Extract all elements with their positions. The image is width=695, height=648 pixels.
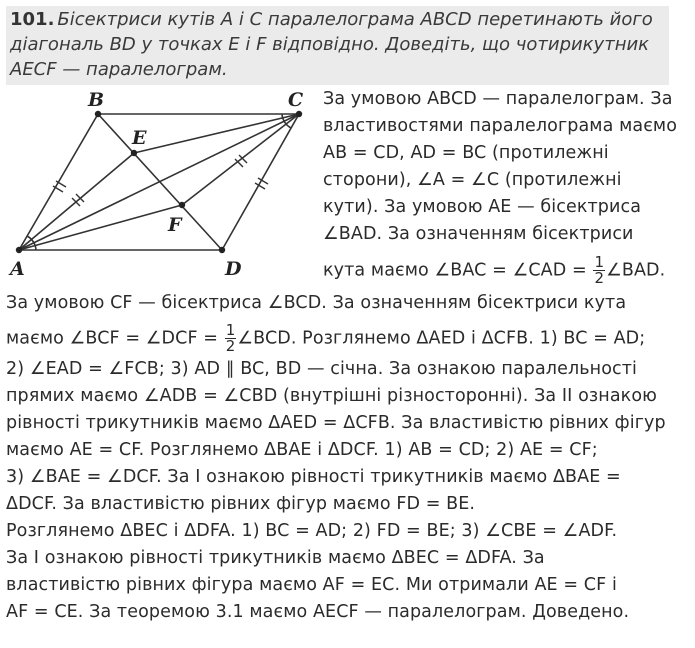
solution-line: За умовою CF — бісектриса ∠BCD. За означенням бісектриси кута: [6, 293, 627, 313]
solution-text: кута маємо ∠BAC = ∠CAD =: [323, 260, 587, 281]
solution-line: За умовою ABCD — паралелограм. За: [323, 89, 673, 109]
label-e: E: [132, 127, 147, 149]
label-b: B: [88, 89, 105, 111]
label-d: D: [225, 258, 242, 280]
point-d: [219, 247, 225, 253]
label-a: A: [10, 258, 25, 280]
task-statement: [6, 6, 669, 85]
solution-line: сторони), ∠A = ∠C (протилежні: [323, 170, 622, 190]
solution-line: ΔDCF. За властивістю рівних фігур маємо FD = BE.: [6, 494, 476, 514]
solution-line: За I ознакою рівності трикутників маємо ΔBEC = ΔDFA. За: [6, 548, 545, 568]
parallelogram-figure: [6, 86, 318, 282]
task-text: Бісектриси кутів A і C паралелограма ABCD перетинають його діагональ BD у точках E і F відповідно. Доведіть, що чотирикутник AECF — паралелограм.: [10, 9, 653, 80]
solution-line: властивістю рівних фігура маємо AF = EC. Ми отримали AE = CF і: [6, 575, 617, 595]
solution-text: ∠BAD.: [606, 260, 666, 281]
solution-line: 2) ∠EAD = ∠FCB; 3) AD ∥ BC, BD — січна. За ознакою паралельності: [6, 359, 637, 379]
solution-full-width: [6, 290, 691, 626]
point-a: [16, 247, 22, 253]
solution-line: AF = CE. За теоремою 3.1 маємо AECF — паралелограм. Доведено.: [6, 602, 630, 622]
solution-line: рівності трикутників маємо ΔAED = ΔCFB. За властивістю рівних фігур: [6, 413, 666, 433]
task-number: 101.: [10, 9, 55, 30]
fraction-one-half: [593, 255, 605, 286]
solution-line: маємо AE = CF. Розглянемо ΔBAE і ΔDCF. 1) AB = CD; 2) AE = CF;: [6, 440, 598, 460]
solution-line: кути). За умовою AE — бісектриса: [323, 197, 642, 217]
label-f: F: [168, 214, 182, 236]
diagonal-ac: [19, 114, 299, 250]
solution-line: прямих маємо ∠ADB = ∠CBD (внутрішні різносторонні). За II ознакою: [6, 386, 657, 406]
fraction-one-half: [225, 323, 237, 354]
point-e: [131, 150, 137, 156]
fraction-numerator: 1: [225, 321, 236, 339]
solution-line: AB = CD, AD = BC (протилежні: [323, 143, 609, 163]
point-f: [179, 202, 185, 208]
solution-line: ∠BAD. За означенням бісектриси: [323, 224, 634, 244]
fraction-denominator: 2: [225, 337, 236, 355]
point-b: [95, 111, 101, 117]
solution-text: ∠BCD. Розглянемо ΔAED і ΔCFB. 1) BC = AD;: [237, 328, 646, 349]
label-c: C: [288, 89, 304, 111]
solution-line-with-fraction: [6, 323, 691, 354]
fraction-denominator: 2: [594, 269, 605, 287]
fraction-numerator: 1: [594, 253, 605, 271]
solution-side-column: [323, 86, 693, 286]
point-c: [296, 111, 302, 117]
segment-ae: [19, 153, 134, 250]
segment-af: [19, 205, 182, 250]
solution-text: маємо ∠BCF = ∠DCF =: [6, 328, 219, 349]
solution-line-with-fraction: [323, 255, 693, 286]
solution-line: властивостями паралелограма маємо: [323, 116, 678, 136]
solution-line: 3) ∠BAE = ∠DCF. За I ознакою рівності трикутників маємо ΔBAE =: [6, 467, 621, 487]
solution-line: Розглянемо ΔBEC і ΔDFA. 1) BC = AD; 2) FD = BE; 3) ∠CBE = ∠ADF.: [6, 521, 618, 541]
